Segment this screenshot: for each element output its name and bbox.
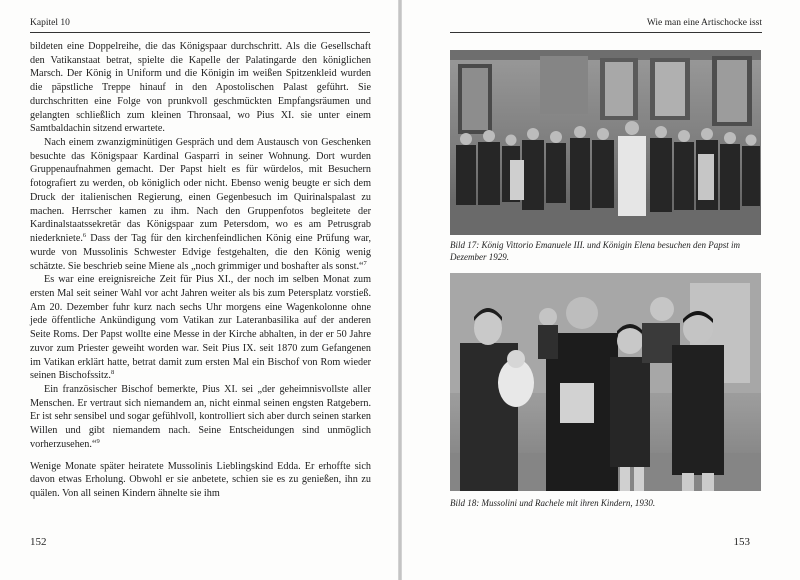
paragraph-5-text: Wenige Monate später heiratete Mussolinis Lieblingskind Edda. Er erhoffte sich davon etwas Erholung. Obwohl er sie anbetete, schien sie es zu genießen, ihn zu quälen. Von all seinen Kindern ähnelte sie ihm [30,460,371,499]
running-head-left: Kapitel 10 [30,18,70,28]
paragraph-1-text: bildeten eine Doppelreihe, die das Königspaar durchschritt. Als die Gesellschaft den Vatikanstaat betrat, spielte die Kapelle der Palatingarde den königlichen Marsch. Der König in Uniform und die Königin im weißen Spitzenkleid wurden die päpstliche Treppe hinauf in den Apostolischen Palast geführt. Sie durchschritten eine Folge von prunkvoll geschmückten Empfangsräumen und gelangten schließlich zum kleinen Thronsaal, wo Pius XI. sie unter einem Samtbaldachin sitzend erwartete. [30,41,371,135]
photo-mussolini-family [450,273,761,491]
paragraph-4-text: Ein französischer Bischof bemerkte, Pius XI. sei „der geheimnisvollste aller Menschen. Er vertraut sich niemandem an, nicht einmal seinen engsten Ratgebern. Er ist sehr sensibel und sogar gefühlvoll, kontrolliert sich aber durch seinen starken Willen und gibt niemandem nach. Seine Entscheidungen sind unmöglich vorherzusehen.“ [30,383,371,450]
paragraph-4 [30,383,371,452]
body-text [30,40,371,501]
photo-royal-visit-image [450,50,761,235]
paragraph-3-text: Es war eine ereignisreiche Zeit für Pius XI., der noch im selben Monat zum ersten Mal seit seiner Wahl vor acht Jahren weiter als bis zum Petersplatz vorstieß. Am 20. Dezember fuhr kurz nach sechs Uhr morgens eine Wagenkolonne ohne jede öffentliche Ankündigung vom Vatikan zur Lateranbasilika auf der anderen Seite Roms. Der Papst wollte eine Messe in der Kirche abhalten, in der er 50 Jahre zuvor zum Priester geweiht worden war. Seit Pius IX. seit 1870 zum Gefangenen im Vatikan erklärt hatte, betrat damit zum ersten Mal ein Bischof von Rom wieder seinen Bischofssitz. [30,274,371,382]
footnote-ref-9[interactable]: 9 [96,437,100,445]
right-page [402,0,800,580]
photo-mussolini-family-image [450,273,761,491]
paragraph-2-text: Nach einem zwanzigminütigen Gespräch und dem Austausch von Geschenken besuchte das Königspaar Kardinal Gasparri in seiner Wohnung. Dort wurden Gruppenaufnahmen gemacht. Der Papst hielt es für würdelos, mit Besuchern fotografiert zu werden, ob königlich oder nicht. Ebenso wenig beugte er sich dem Druck der italienischen Regierung, einen Gegenbesuch im Quirinalspalast zu machen. Herrscher kamen zu ihm. Nach den Gruppenfotos begleitete der Kardinalstaatssekretär das Königspaar zum Petersdom, wo es am Petrusgrab niederkniete. [30,137,371,245]
footnote-ref-7[interactable]: 7 [363,259,367,267]
header-rule-left [30,32,370,33]
photo-royal-visit [450,50,761,235]
paragraph-3 [30,273,371,383]
paragraph-2 [30,136,371,273]
paragraph-2-text-cont: Dass der Tag für den kirchenfeindlichen König eine Prüfung war, wurde von Mussolinis Schwester Edvige festgehalten, die den König wenig schätzte. Sie beschrieb seine Miene als „noch grimmiger und boshafter als sonst.“ [30,233,371,272]
paragraph-5 [30,460,371,501]
page-number-right: 153 [733,536,750,548]
running-head-right: Wie man eine Artischocke isst [646,18,762,28]
footnote-ref-6[interactable]: 6 [82,232,87,240]
caption-figure-17: Bild 17: König Vittorio Emanuele III. und Königin Elena besuchen den Papst im Dezember 1929. [450,240,741,262]
caption-figure-18: Bild 18: Mussolini und Rachele mit ihren Kindern, 1930. [450,498,656,508]
header-rule-right [450,32,762,33]
left-page [0,0,398,580]
footnote-ref-8[interactable]: 8 [110,369,115,377]
paragraph-1 [30,40,371,136]
page-number-left: 152 [30,536,47,548]
